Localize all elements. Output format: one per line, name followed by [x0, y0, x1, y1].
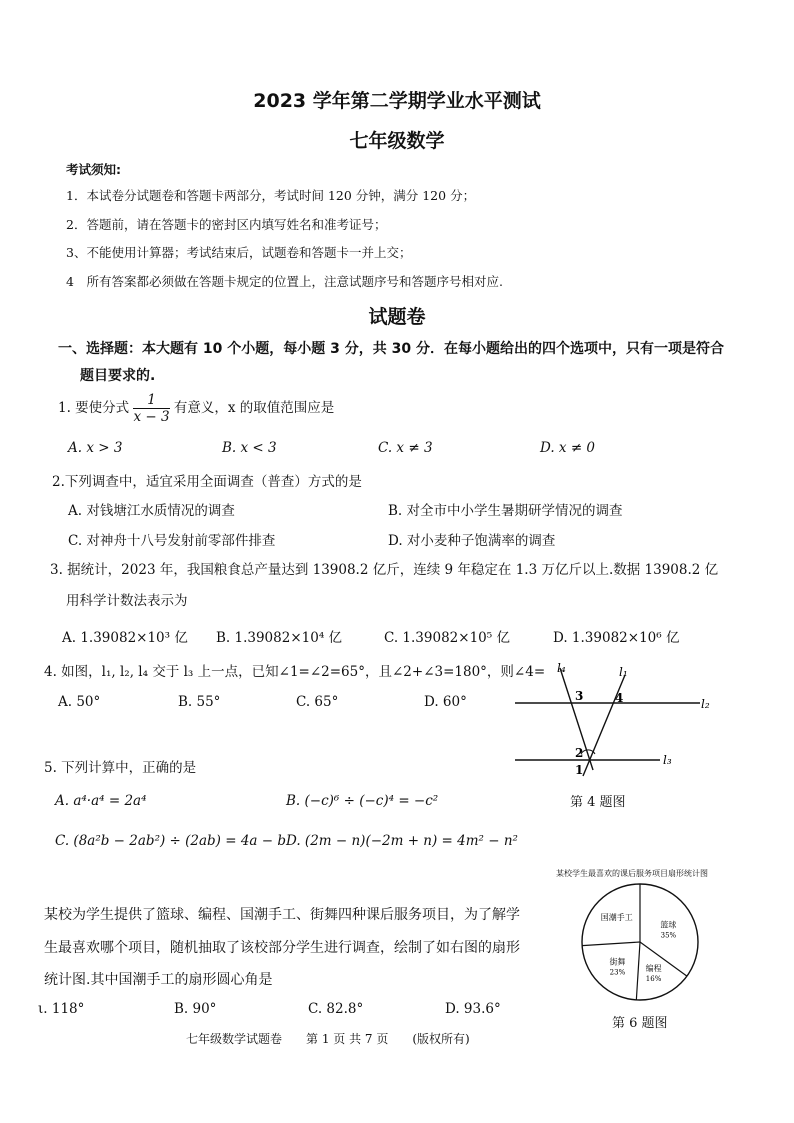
- question-2-stem: 2.下列调查中，适宜采用全面调查（普查）方式的是: [52, 474, 362, 490]
- question-6-stem-line-2: 生最喜欢哪个项目，随机抽取了该校部分学生进行调查，绘制了如右图的扇形: [44, 940, 520, 956]
- q5-option-b: B. (−c)⁶ ÷ (−c)⁴ = −c²: [286, 793, 439, 809]
- q4-option-d: D. 60°: [424, 694, 467, 710]
- notice-item-1: 1．本试卷分试题卷和答题卡两部分，考试时间 120 分钟，满分 120 分；: [66, 188, 476, 203]
- pie-chart: [578, 880, 702, 1004]
- q6-option-c: C. 82.8°: [308, 1001, 364, 1017]
- label-angle-1: 1: [575, 763, 584, 777]
- q3-option-d: D. 1.39082×10⁶ 亿: [553, 630, 680, 646]
- q6-option-a: ι. 118°: [38, 1001, 85, 1017]
- q2-option-b: B. 对全市中小学生暑期研学情况的调查: [388, 503, 623, 519]
- q5-option-a: A. a⁴·a⁴ = 2a⁴: [55, 793, 147, 809]
- q3-option-c: C. 1.39082×10⁵ 亿: [384, 630, 510, 646]
- pie-slice-label: 街舞: [609, 957, 626, 967]
- q4-option-b: B. 55°: [178, 694, 221, 710]
- q5-option-c: C. (8a²b − 2ab²) ÷ (2ab) = 4a − b: [55, 833, 287, 849]
- paper-title: 试题卷: [368, 306, 426, 328]
- q3-option-b: B. 1.39082×10⁴ 亿: [216, 630, 343, 646]
- pie-slice-value: 16%: [645, 974, 662, 983]
- label-l1: l₁: [619, 665, 628, 679]
- q4-geometry-figure: [515, 660, 715, 780]
- q5-option-d: D. (2m − n)(−2m + n) = 4m² − n²: [286, 833, 518, 849]
- q1-fraction-numerator: 1: [133, 392, 169, 409]
- q1-fraction-denominator: x − 3: [133, 409, 170, 425]
- section-1-instructions-cont: 题目要求的.: [80, 368, 156, 384]
- label-angle-2: 2: [575, 746, 584, 760]
- pie-slice-value: 23%: [609, 968, 626, 977]
- q2-option-d: D. 对小麦种子饱满率的调查: [388, 533, 556, 549]
- question-6-stem-line-1: 某校为学生提供了篮球、编程、国潮手工、街舞四种课后服务项目，为了解学: [44, 907, 520, 923]
- question-4-stem: 4. 如图，l₁, l₂, l₄ 交于 l₃ 上一点，已知∠1=∠2=65°，且∠2+∠3=180°，则∠4=: [44, 664, 546, 680]
- q6-figure-caption: 第 6 题图: [612, 1016, 668, 1031]
- notice-item-4: 4 所有答案都必须做在答题卡规定的位置上，注意试题序号和答题序号相对应.: [66, 274, 503, 289]
- q2-option-a: A. 对钱塘江水质情况的调查: [68, 503, 235, 519]
- q1-fraction: [133, 392, 169, 425]
- question-3-stem-cont: 用科学计数法表示为: [66, 593, 188, 609]
- label-l4: l₄: [557, 661, 566, 675]
- q1-stem-post: 有意义，x 的取值范围应是: [173, 400, 335, 416]
- q4-figure-caption: 第 4 题图: [570, 795, 626, 810]
- question-5-stem: 5. 下列计算中，正确的是: [44, 760, 197, 776]
- page-footer: 七年级数学试题卷 第 1 页 共 7 页 (版权所有): [186, 1032, 470, 1046]
- notice-item-3: 3、不能使用计算器；考试结束后，试题卷和答题卡一并上交；: [66, 245, 412, 260]
- pie-slice-value: 35%: [660, 931, 677, 940]
- question-3-stem: 3. 据统计，2023 年，我国粮食总产量达到 13908.2 亿斤，连续 9 年稳定在 1.3 万亿斤以上.数据 13908.2 亿: [50, 562, 719, 578]
- q3-option-a: A. 1.39082×10³ 亿: [62, 630, 188, 646]
- section-1-instructions: 一、选择题：本大题有 10 个小题，每小题 3 分，共 30 分．在每小题给出的四个选项中，只有一项是符合: [58, 341, 724, 357]
- notice-heading: 考试须知:: [66, 162, 121, 177]
- question-6-stem-line-3: 统计图.其中国潮手工的扇形圆心角是: [44, 972, 273, 988]
- q1-option-c: C. x ≠ 3: [378, 440, 433, 456]
- q6-option-d: D. 93.6°: [445, 1001, 501, 1017]
- pie-slice-label: 编程: [645, 963, 662, 973]
- label-angle-3: 3: [575, 689, 584, 703]
- q1-option-b: B. x < 3: [222, 440, 277, 456]
- q1-option-d: D. x ≠ 0: [540, 440, 596, 456]
- exam-title: 2023 学年第二学期学业水平测试: [253, 90, 541, 112]
- label-l3: l₃: [663, 753, 672, 767]
- q4-option-a: A. 50°: [58, 694, 101, 710]
- label-l2: l₂: [701, 697, 710, 711]
- q2-option-c: C. 对神舟十八号发射前零部件排查: [68, 533, 276, 549]
- q1-option-a: A. x > 3: [68, 440, 123, 456]
- exam-subtitle: 七年级数学: [349, 130, 445, 152]
- q1-stem-pre: 1. 要使分式: [58, 400, 130, 416]
- label-angle-4: 4: [615, 691, 624, 705]
- notice-item-2: 2．答题前，请在答题卡的密封区内填写姓名和准考证号；: [66, 217, 387, 232]
- pie-chart-title: 某校学生最喜欢的课后服务项目扇形统计图: [556, 869, 708, 878]
- pie-slice-label: 国潮手工: [600, 913, 633, 923]
- q6-option-b: B. 90°: [174, 1001, 217, 1017]
- pie-slice-label: 篮球: [660, 920, 677, 930]
- q4-option-c: C. 65°: [296, 694, 339, 710]
- question-1-stem: [58, 392, 334, 425]
